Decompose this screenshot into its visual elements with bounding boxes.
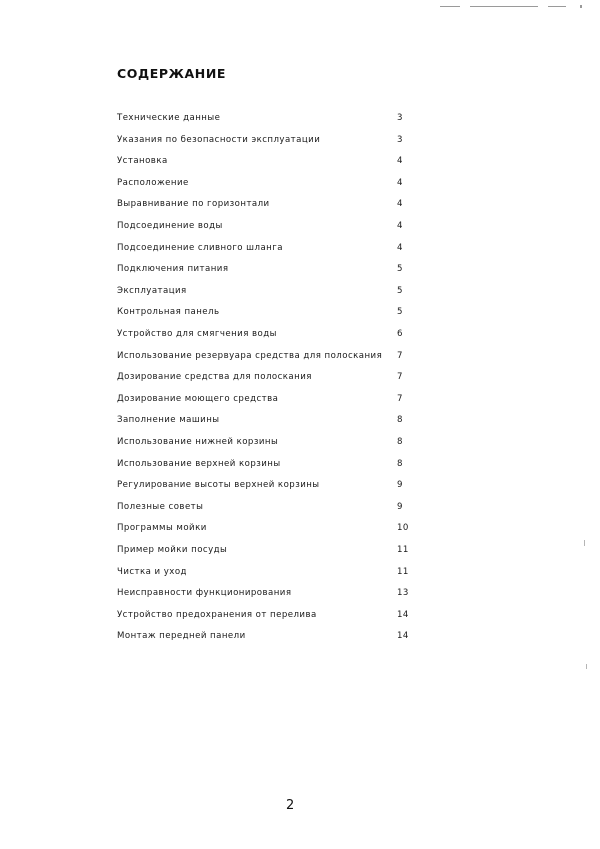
- toc-entry-label: Использование резервуара средства для полоскания: [117, 350, 383, 361]
- toc-entry: [117, 304, 417, 320]
- toc-entry: [117, 434, 417, 450]
- toc-entry-page: 10: [397, 523, 409, 534]
- toc-entry: [117, 542, 417, 558]
- toc-entry-label: Устройство для смягчения воды: [117, 329, 277, 339]
- toc-entry-label: Расположение: [117, 177, 189, 188]
- toc-entry-page: 4: [397, 221, 403, 231]
- toc-entry-label: Полезные советы: [117, 501, 204, 512]
- scan-artifact-line: [440, 6, 460, 7]
- toc-entry-label: Программы мойки: [117, 523, 207, 534]
- toc-entry-page: 14: [397, 631, 409, 642]
- toc-entry-page: 5: [397, 264, 403, 275]
- toc-entry-page: 11: [397, 545, 409, 555]
- toc-entry-page: 3: [397, 134, 403, 145]
- toc-entry-page: 11: [397, 566, 409, 577]
- toc-entry-label: Выравнивание по горизонтали: [117, 199, 270, 210]
- toc-entry: [117, 132, 417, 148]
- toc-entry-page: 5: [397, 307, 403, 318]
- toc-entry-page: 6: [397, 329, 403, 339]
- toc-entry-page: 9: [397, 480, 403, 491]
- toc-entry-page: 7: [397, 350, 403, 361]
- toc-entry: [117, 175, 417, 191]
- toc-entry-page: 8: [397, 415, 403, 426]
- toc-entry-label: Подсоединение сливного шланга: [117, 242, 283, 253]
- toc-entry-label: Монтаж передней панели: [117, 631, 246, 642]
- toc-entry-label: Эксплуатация: [117, 285, 187, 296]
- toc-entry-label: Указания по безопасности эксплуатации: [117, 134, 321, 145]
- toc-entry-label: Технические данные: [117, 113, 221, 123]
- toc-entry-page: 5: [397, 285, 403, 296]
- toc-entry: [117, 564, 417, 580]
- toc-entry-page: 3: [397, 113, 403, 123]
- toc-entry: [117, 607, 417, 623]
- toc-entry: [117, 196, 417, 212]
- toc-entry-label: Пример мойки посуды: [117, 545, 228, 555]
- toc-entry: [117, 261, 417, 277]
- toc-entry-page: 4: [397, 177, 403, 188]
- toc-entry-label: Контрольная панель: [117, 307, 220, 318]
- toc-entry: [117, 348, 417, 364]
- toc-entry-page: 4: [397, 199, 403, 210]
- toc-entry: [117, 585, 417, 601]
- toc-entry-page: 13: [397, 588, 409, 599]
- toc-entry: [117, 477, 417, 493]
- scan-artifact-line: [548, 6, 566, 7]
- toc-entry: [117, 283, 417, 299]
- toc-entry-label: Использование верхней корзины: [117, 458, 281, 469]
- toc-entry-label: Устройство предохранения от перелива: [117, 609, 317, 620]
- scan-artifact-line: [470, 6, 538, 7]
- toc-entry-label: Неисправности функционирования: [117, 588, 292, 599]
- toc-entry-page: 9: [397, 501, 403, 512]
- scan-artifact-speck: [584, 540, 585, 546]
- toc-entry: [117, 391, 417, 407]
- toc-title: СОДЕРЖАНИЕ: [117, 66, 227, 81]
- toc-entry: [117, 628, 417, 644]
- toc-entry-page: 4: [397, 242, 403, 253]
- toc-entry: [117, 218, 417, 234]
- toc-entry-page: 7: [397, 393, 403, 404]
- toc-entry: [117, 369, 417, 385]
- toc-entry: [117, 412, 417, 428]
- toc-entry-label: Установка: [117, 156, 168, 167]
- scan-artifact-dot: [580, 5, 582, 8]
- toc-entry: [117, 520, 417, 536]
- toc-entry-label: Заполнение машины: [117, 415, 220, 426]
- toc-entry-page: 14: [397, 609, 409, 620]
- toc-entry-page: 8: [397, 458, 403, 469]
- toc-entry-label: Дозирование средства для полоскания: [117, 372, 312, 383]
- toc-entry: [117, 240, 417, 256]
- scan-artifact-speck: [586, 664, 587, 669]
- toc-entry-label: Использование нижней корзины: [117, 437, 279, 447]
- toc-entry-page: 4: [397, 156, 403, 167]
- page-number: 2: [286, 798, 295, 813]
- toc-entry-label: Подсоединение воды: [117, 221, 223, 231]
- toc-entry-label: Чистка и уход: [117, 566, 187, 577]
- toc-entry-label: Подключения питания: [117, 264, 229, 275]
- toc-entry-page: 8: [397, 437, 403, 447]
- toc-entry: [117, 499, 417, 515]
- toc-entry: [117, 456, 417, 472]
- toc-entry-label: Дозирование моющего средства: [117, 393, 279, 404]
- toc-entry-page: 7: [397, 372, 403, 383]
- toc-entry: [117, 153, 417, 169]
- toc-entry-label: Регулирование высоты верхней корзины: [117, 480, 320, 491]
- toc-entry: [117, 110, 417, 126]
- toc-entry: [117, 326, 417, 342]
